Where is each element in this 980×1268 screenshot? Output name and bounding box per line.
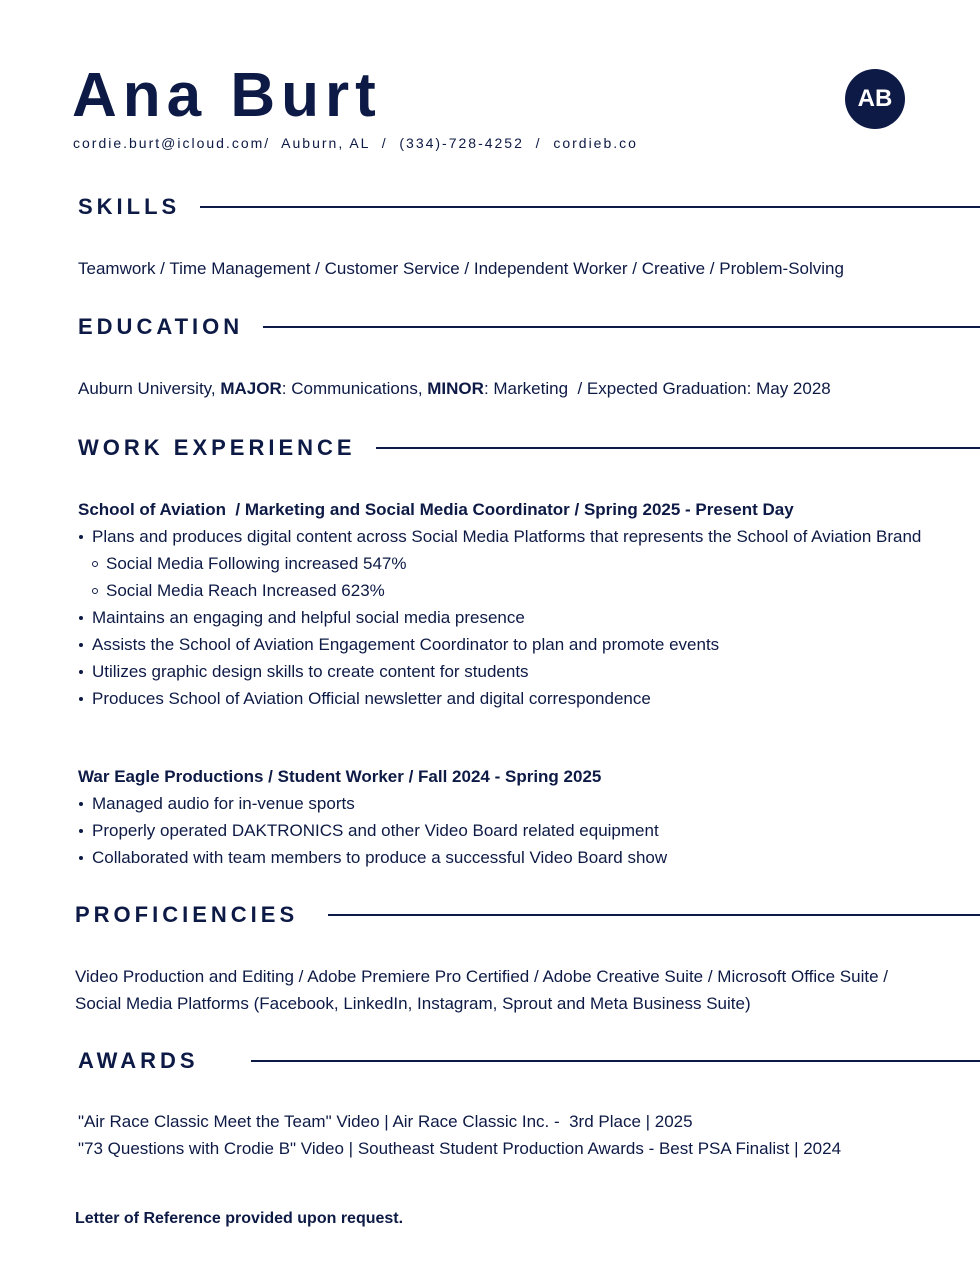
job-entry — [78, 496, 948, 712]
list-item: Produces School of Aviation Official newsletter and digital correspondence — [78, 685, 948, 712]
divider — [263, 326, 980, 328]
initials-avatar: AB — [845, 69, 905, 129]
list-item: Assists the School of Aviation Engagement Coordinator to plan and promote events — [78, 631, 948, 658]
list-item: Maintains an engaging and helpful social media presence — [78, 604, 948, 631]
awards-section-header — [78, 1048, 980, 1074]
award-item: "Air Race Classic Meet the Team" Video | Air Race Classic Inc. - 3rd Place | 2025 — [78, 1112, 693, 1131]
list-item: Collaborated with team members to produce a successful Video Board show — [78, 844, 948, 871]
job-heading: School of Aviation / Marketing and Social Media Coordinator / Spring 2025 - Present Day — [78, 500, 794, 519]
divider — [200, 206, 980, 208]
list-item: Managed audio for in-venue sports — [78, 790, 948, 817]
list-item: Utilizes graphic design skills to create content for students — [78, 658, 948, 685]
list-item: Social Media Reach Increased 623% — [78, 577, 948, 604]
major: : Communications, — [281, 379, 428, 398]
education-text — [78, 375, 831, 402]
proficiencies-text: Video Production and Editing / Adobe Premiere Pro Certified / Adobe Creative Suite / Microsoft Office Suite / Social Media Platforms (Facebook, LinkedIn, Instagram, Sprout and Meta Business Suite) — [75, 967, 893, 1013]
minor-label: MINOR — [427, 379, 484, 398]
divider — [376, 447, 980, 449]
section-title: EDUCATION — [78, 314, 244, 339]
list-item: Social Media Following increased 547% — [78, 550, 948, 577]
divider — [251, 1060, 980, 1062]
education-section-header — [78, 314, 980, 340]
minor: : Marketing / Expected Graduation: May 2028 — [483, 379, 831, 398]
proficiencies-section-header — [75, 902, 980, 928]
job-heading: War Eagle Productions / Student Worker / Fall 2024 - Spring 2025 — [78, 767, 602, 786]
section-title: WORK EXPERIENCE — [78, 435, 356, 460]
skills-section-header — [78, 194, 980, 220]
footer-note: Letter of Reference provided upon request. — [75, 1210, 404, 1227]
school: Auburn University, — [78, 379, 221, 398]
divider — [328, 914, 980, 916]
section-title: PROFICIENCIES — [75, 902, 299, 927]
work-section-header — [78, 435, 980, 461]
section-title: AWARDS — [78, 1048, 199, 1073]
award-item: "73 Questions with Crodie B" Video | Southeast Student Production Awards - Best PSA Finalist | 2024 — [78, 1139, 842, 1158]
list-item: Plans and produces digital content across Social Media Platforms that represents the School of Aviation Brand — [78, 523, 948, 550]
contact-info: cordie.burt@icloud.com/ Auburn, AL / (334)-728-4252 / cordieb.co — [73, 135, 638, 151]
skills-text: Teamwork / Time Management / Customer Service / Independent Worker / Creative / Problem-Solving — [78, 259, 844, 278]
section-title: SKILLS — [78, 194, 181, 219]
job-entry — [78, 763, 948, 871]
major-label: MAJOR — [220, 379, 282, 398]
list-item: Properly operated DAKTRONICS and other Video Board related equipment — [78, 817, 948, 844]
candidate-name: Ana Burt — [72, 61, 382, 130]
